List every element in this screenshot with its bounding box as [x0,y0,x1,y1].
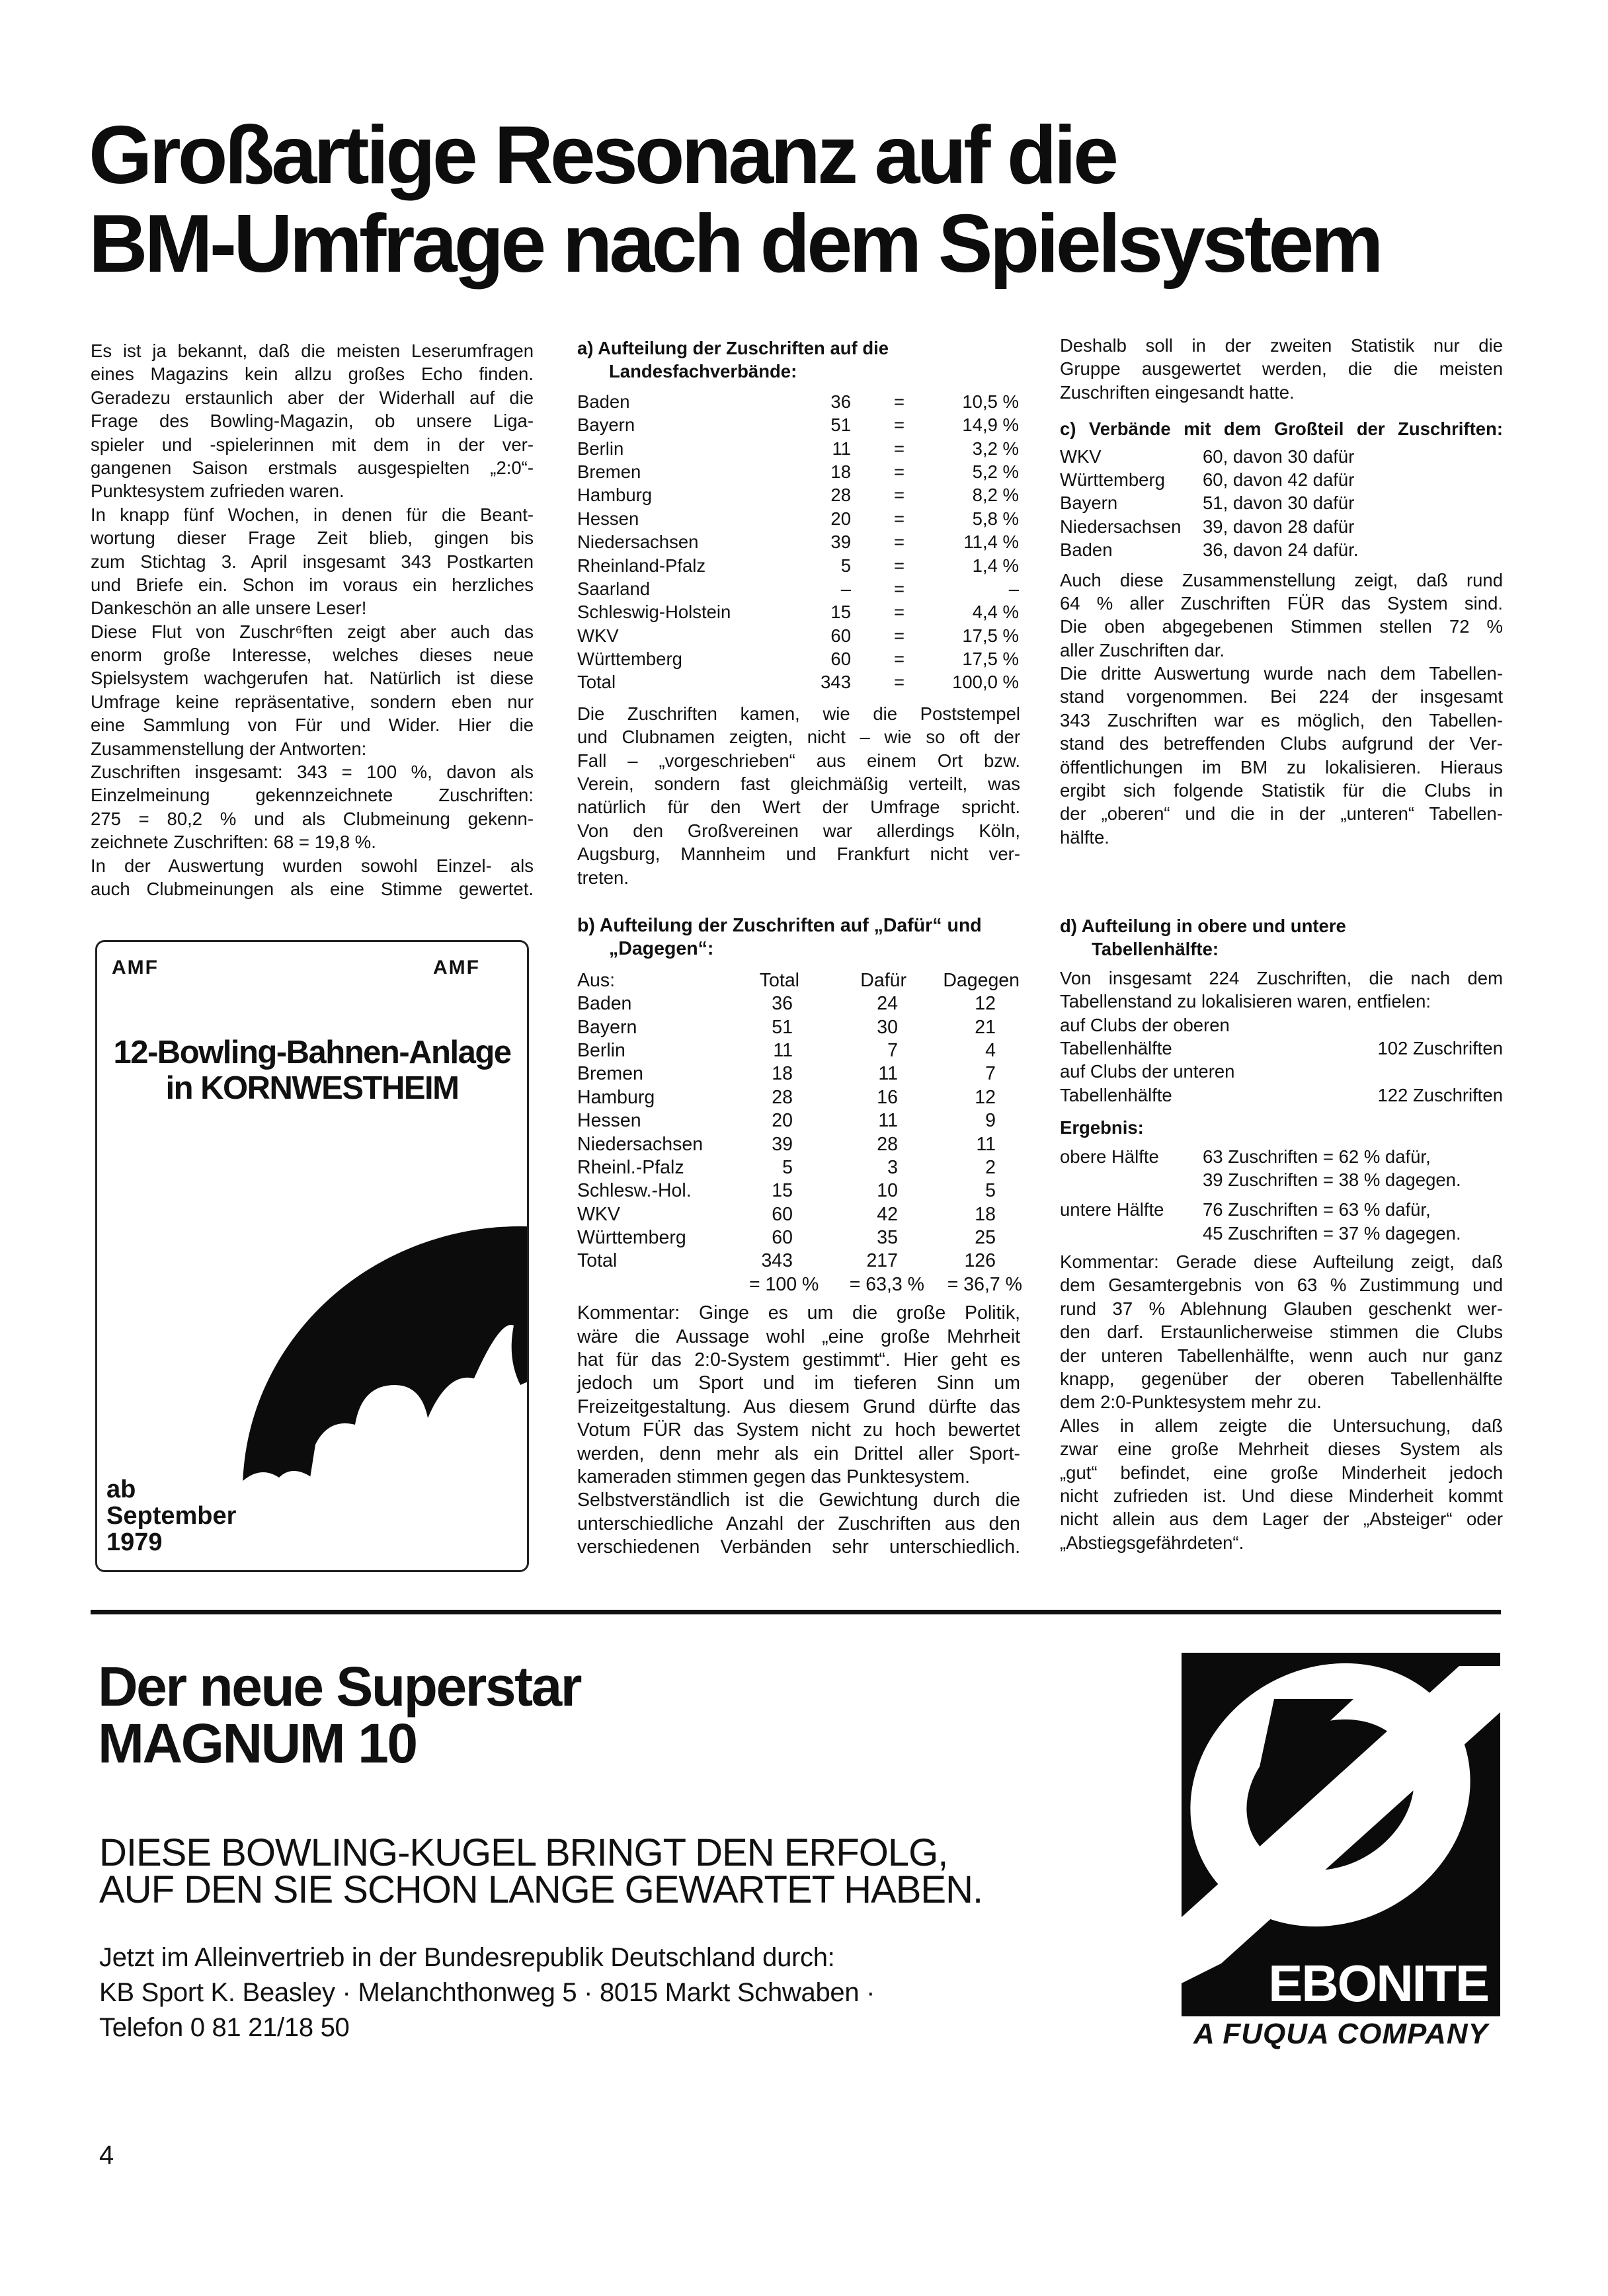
table-row [1060,1013,1503,1037]
title-line: BM-Umfrage nach dem Spielsystem [89,198,1381,290]
table-cell [577,1273,749,1296]
section-d-comment [1060,1250,1503,1554]
text-line: Votum FÜR das System nicht zu hoch bewertet [577,1419,1020,1441]
date-line: 1979 [106,1528,163,1556]
table-cell: = 63,3 % [849,1273,924,1295]
table-cell: = [893,672,905,693]
ad-headline [98,1655,581,1774]
text-line: wortung dieser Frage Zeit blieb, gingen bis [91,528,534,549]
table-cell: 343 [821,672,851,693]
table-cell: 18 [772,1063,793,1085]
table-cell: 39, davon 28 dafür [1203,516,1355,537]
table-cell: 343 [761,1250,793,1272]
amf-headline-line: in KORNWESTHEIM [165,1070,459,1106]
table-cell: = [893,625,905,646]
table-cell: 8,2 % [972,485,1019,506]
text-line: Selbstverständlich ist die Gewichtung durch die [577,1489,1020,1511]
table-cell [1060,1222,1203,1245]
table-cell: 28 [877,1133,898,1155]
col3-intro [1060,334,1503,404]
text-line: Freizeitgestaltung. Aus diesem Grund dürfte das [577,1396,1020,1417]
table-row [1060,491,1503,514]
table-cell: Berlin [577,1039,625,1061]
section-d [1060,914,1503,1554]
text-line: Frage des Bowling-Magazin, ob unsere Liga- [91,411,534,432]
table-cell: 3,2 % [972,438,1019,459]
table-b-header [577,969,1020,992]
text-line: Augsburg, Mannheim und Frankfurt nicht ver- [577,844,1020,865]
column-3-top [1060,334,1503,849]
table-cell: Bremen [577,1063,643,1085]
table-cell: auf Clubs der unteren [1060,1061,1235,1082]
table-cell: untere Hälfte [1060,1199,1164,1220]
table-cell: WKV [1060,446,1102,467]
table-cell: 39 Zuschriften = 38 % dagegen. [1203,1169,1461,1190]
text-line: Auch diese Zusammenstellung zeigt, daß rund [1060,569,1503,590]
amf-advertisement [95,940,529,1572]
section-d-heading: d) Aufteilung in obere und untere [1060,916,1346,936]
text-line: Zuschriften insgesamt: 343 = 100 %, davon als [91,762,534,783]
table-cell: Tabellenhälfte [1060,1084,1172,1105]
halves-table [1060,1013,1503,1107]
text-line: 64 % aller Zuschriften FÜR das System sind. [1060,592,1503,614]
text-line: Es ist ja bekannt, daß die meisten Leserumfragen [91,340,534,361]
table-cell: 1,4 % [972,555,1019,576]
amf-logo: AMF [433,957,480,978]
section-c-text [1060,569,1503,850]
text-line: 275 = 80,2 % und als Clubmeinung gekenn- [91,808,534,829]
text-line: Von den Großvereinen war allerdings Köln, [577,820,1020,841]
ad-contact [99,1940,875,2045]
result-label: Ergebnis: [1060,1117,1144,1138]
table-cell: Total [577,672,616,693]
table-cell: 16 [877,1086,898,1108]
table-cell: 11 [773,1039,793,1061]
table-cell: = [893,391,905,412]
text-line: den darf. Erstaunlicherweise stimmen die Clubs [1060,1322,1503,1343]
table-row [577,554,1020,577]
contact-line: KB Sport K. Beasley · Melanchthonweg 5 · 8015 Markt Schwaben · [99,1978,875,2007]
table-cell: 25 [975,1227,996,1249]
table-cell: WKV [577,625,619,646]
table-cell: 122 Zuschriften [1377,1084,1503,1105]
table-cell: 9 [985,1110,996,1132]
table-cell: 60 [830,649,851,670]
text-line: zeichnete Zuschriften: 68 = 19,8 %. [91,832,376,853]
text-line: dem 2:0-Punktesystem mehr zu. [1060,1392,1322,1413]
table-cell: 217 [866,1250,898,1272]
table-cell: Württemberg [577,649,682,670]
table-row [577,530,1020,553]
table-cell: obere Hälfte [1060,1146,1159,1167]
title-line: Großartige Resonanz auf die [89,110,1116,201]
fuqua-tagline: A FUQUA COMPANY [1193,2018,1489,2050]
text-line: nicht allein aus dem Lager der „Absteiger“ oder [1060,1509,1503,1530]
table-cell: Bremen [577,461,641,482]
table-cell: 17,5 % [962,649,1019,670]
table-cell: 12 [975,993,996,1015]
table-cell: = [893,438,905,459]
text-line: Fall – „vorgeschrieben“ aus einem Ort bzw. [577,750,1020,771]
page-number: 4 [99,2141,114,2170]
table-cell: = 36,7 % [947,1273,1022,1295]
table-cell: = [893,602,905,623]
text-line: „Abstiegsgefährdeten“. [1060,1532,1244,1553]
text-line: Gruppe ausgewertet werden, die die meisten [1060,358,1503,379]
table-cell: 15 [830,602,851,623]
table-b [577,992,1020,1273]
table-cell: = [893,508,905,529]
table-cell: 28 [830,485,851,506]
section-a-heading: Landesfachverbände: [609,361,797,382]
text-line: Die oben abgegebenen Stimmen stellen 72 % [1060,616,1503,637]
text-line: Die dritte Auswertung wurde nach dem Tabellen- [1060,663,1503,684]
table-cell: Hessen [577,1110,641,1132]
table-cell: 60 [830,625,851,646]
table-cell: 42 [877,1203,898,1225]
text-line: eines Magazins kein allzu großes Echo finden. [91,364,534,385]
text-line: gangenen Saison erstmals ausgespielten „2:0“- [91,457,534,478]
divider [91,1610,1501,1614]
table-cell: 60 [772,1203,793,1225]
table-cell: Niedersachsen [1060,516,1182,537]
text-line: hat für das 2:0-System gestimmt“. Hier geht es [577,1349,1020,1371]
article-title [89,111,1381,288]
table-cell: Bayern [1060,493,1118,514]
text-line: Kommentar: Gerade diese Aufteilung zeigt, daß [1060,1251,1503,1273]
table-cell: 17,5 % [962,625,1019,646]
table-cell: 4 [985,1039,996,1061]
text-line: und Clubnamen zeigten, nicht – wie so oft der [577,727,1020,748]
table-b-percent-row [577,1273,1020,1296]
table-cell: 12 [975,1086,996,1108]
table-cell: 5 [782,1156,793,1178]
table-cell: Niedersachsen [577,532,699,553]
table-row [577,1203,1020,1226]
table-cell: 28 [772,1086,793,1108]
table-cell: Total [577,1250,618,1272]
table-row [577,1062,1020,1086]
table-cell: 18 [830,461,851,482]
table-cell: Schleswig-Holstein [577,602,731,623]
table-row [577,437,1020,460]
amf-headline-line: 12-Bowling-Bahnen-Anlage [113,1035,511,1070]
ad-slogan [99,1831,983,1911]
table-row [577,1156,1020,1179]
text-line: rund 37 % Ablehnung Glauben geschenkt wer- [1060,1298,1503,1319]
table-cell: 63 Zuschriften = 62 % dafür, [1203,1146,1431,1167]
table-cell: auf Clubs der oberen [1060,1014,1230,1035]
text-line: aller Zuschriften dar. [1060,639,1225,660]
table-cell: 18 [975,1203,996,1225]
table-row [577,483,1020,506]
column-header: Dagegen [943,969,1020,991]
table-row [577,1039,1020,1062]
table-cell: – [840,578,851,599]
text-line: enorm große Interesse, welches dieses neue [91,645,534,666]
table-cell: 60 [772,1227,793,1249]
table-cell: 51 [772,1016,793,1038]
table-cell: Baden [1060,539,1113,561]
contact-line: Jetzt im Alleinvertrieb in der Bundesrepublik Deutschland durch: [99,1943,835,1972]
text-line: und Briefe ein. Schon im voraus ein herzliches [91,574,534,595]
table-row [577,1086,1020,1109]
table-row [577,600,1020,623]
text-line: In der Auswertung wurden sowohl Einzel- als [91,855,534,876]
table-row [1060,445,1503,468]
table-cell: 30 [877,1016,898,1038]
table-cell: Württemberg [1060,469,1165,490]
table-cell: WKV [577,1203,620,1225]
text-line: stand vorgenommen. Bei 224 der insgesamt [1060,686,1503,707]
table-row [577,460,1020,483]
text-line: Deshalb soll in der zweiten Statistik nur die [1060,335,1503,356]
table-cell: = [893,415,905,436]
slogan-line: AUF DEN SIE SCHON LANGE GEWARTET HABEN. [99,1868,983,1911]
section-b [577,914,1020,1560]
table-cell: Baden [577,391,630,412]
table-cell: 11 [878,1063,898,1085]
text-line: Die Zuschriften kamen, wie die Poststempel [577,703,1020,724]
table-cell: Saarland [577,578,651,599]
ebonite-wordmark: EBONITE [1268,1954,1488,2012]
table-cell: = 100 % [749,1273,819,1295]
text-line: jedoch um Sport und im tieferen Sinn um [577,1372,1020,1394]
text-line: Tabellenstand zu lokalisieren waren, entfielen: [1060,991,1431,1012]
table-cell: 36 [772,993,793,1015]
table-row [1060,1222,1503,1245]
table-row [577,1249,1020,1273]
amf-logo: AMF [112,957,159,978]
table-row [577,413,1020,436]
text-line: stand des betreffenden Clubs aufgrund der Ver- [1060,733,1503,754]
text-line: auch Clubmeinungen als eine Stimme gewertet. [91,878,534,899]
text-line: Von insgesamt 224 Zuschriften, die nach dem [1060,967,1503,988]
table-cell: Hessen [577,508,639,529]
text-line: Alles in allem zeigte die Untersuchung, daß [1060,1415,1503,1436]
table-cell: = [893,555,905,576]
table-row [577,1133,1020,1156]
section-c-heading: c) Verbände mit dem Großteil der Zuschriften: [1060,418,1503,440]
table-cell: Rheinl.-Pfalz [577,1156,684,1178]
table-cell: 39 [830,532,851,553]
table-cell: 45 Zuschriften = 37 % dagegen. [1203,1222,1461,1244]
table-row [577,390,1020,413]
table-cell: Bayern [577,415,635,436]
text-line: werden, denn mehr als ein Drittel aller Sport- [577,1443,1020,1464]
section-a [577,336,1020,889]
table-cell: Schlesw.-Hol. [577,1180,692,1202]
text-line: knapp, gegenüber der oberen Tabellenhälfte [1060,1368,1503,1390]
table-cell: Rheinland-Pfalz [577,555,706,576]
text-line: zum Stichtag 3. April insgesamt 343 Postkarten [91,551,534,572]
section-b-comment [577,1302,1020,1559]
text-line: Dankeschön an alle unsere Leser! [91,598,367,619]
table-row [577,1109,1020,1132]
text-line: verschiedenen Verbänden sehr unterschiedlich. [577,1536,1020,1558]
table-cell: 14,9 % [962,415,1019,436]
table-cell: 100,0 % [952,672,1019,693]
table-cell: Baden [577,993,632,1015]
text-line: „gut“ befindet, eine große Minderheit jedoch [1060,1462,1503,1483]
text-line: wäre die Aussage wohl „eine große Mehrheit [577,1326,1020,1347]
table-row [577,1179,1020,1203]
table-row [577,992,1020,1015]
text-line: dem Gesamtergebnis von 63 % Zustimmung und [1060,1275,1503,1296]
table-row [577,670,1020,693]
text-line: der unteren Tabellenhälfte, wenn auch nur ganz [1060,1345,1503,1366]
ad-headline-line: Der neue Superstar [98,1655,581,1718]
table-a [577,390,1020,694]
table-row [577,624,1020,647]
text-line: Umfrage keine repräsentative, sondern eben nur [91,691,534,712]
table-cell: Tabellenhälfte [1060,1037,1172,1058]
contact-line: Telefon 0 81 21/18 50 [99,2013,350,2042]
table-cell: 102 Zuschriften [1377,1037,1503,1058]
table-cell: 126 [964,1250,996,1272]
table-cell: 60, davon 30 dafür [1203,446,1355,467]
table-cell: 5 [985,1180,996,1202]
ebonite-logo [1182,1653,1500,2016]
table-cell: 60, davon 42 dafür [1203,469,1355,490]
text-line: In knapp fünf Wochen, in denen für die Beant- [91,504,534,525]
table-cell: 51 [830,415,851,436]
table-cell: = [893,532,905,553]
section-b-heading: „Dagegen“: [609,938,714,960]
table-row [577,577,1020,600]
text-line: unterschiedliche Anzahl der Zuschriften aus den [577,1513,1020,1534]
table-cell: Hamburg [577,1086,655,1108]
table-cell: 39 [772,1133,793,1155]
table-cell: 21 [975,1016,996,1038]
amf-opening-date [106,1476,236,1556]
table-cell: 2 [985,1156,996,1178]
table-cell: 5,2 % [972,461,1019,482]
column-header: Dafür [860,969,906,991]
table-row [577,507,1020,530]
text-line: Zusammenstellung der Antworten: [91,738,367,759]
table-cell: Berlin [577,438,624,459]
text-line: Geradezu erstaunlich aber der Widerhall auf die [91,387,534,408]
table-cell: Württemberg [577,1227,686,1249]
table-cell: Bayern [577,1016,637,1038]
slogan-line: DIESE BOWLING-KUGEL BRINGT DEN ERFOLG, [99,1831,948,1874]
text-line: natürlich für den Wert der Umfrage spricht. [577,797,1020,818]
text-line: Punktesystem zufrieden waren. [91,481,344,502]
table-row [1060,1084,1503,1107]
table-cell: 5 [840,555,851,576]
table-cell: = [893,578,905,599]
section-d-intro [1060,967,1503,1013]
text-line: treten. [577,867,629,888]
table-row [1060,1168,1503,1191]
table-cell: 51, davon 30 dafür [1203,493,1355,514]
table-cell: 20 [830,508,851,529]
table-cell: 36 [830,391,851,412]
table-c [1060,445,1503,562]
table-cell: 24 [877,993,898,1015]
table-cell: 36, davon 24 dafür. [1203,539,1359,561]
column-header: Aus: [577,969,616,991]
text-line: hälfte. [1060,826,1109,848]
table-cell: 35 [877,1227,898,1249]
table-cell: 11 [832,438,851,459]
table-row [1060,515,1503,538]
text-line: öffentlichungen im BM zu lokalisieren. Hieraus [1060,756,1503,777]
text-line: nicht zufrieden ist. Und diese Minderheit kommt [1060,1485,1503,1506]
text-line: eine Sammlung von Für und Wider. Hier die [91,715,534,736]
text-line: 343 Zuschriften war es möglich, den Tabellen- [1060,709,1503,731]
table-row [1060,1060,1503,1083]
table-cell: 5,8 % [972,508,1019,529]
table-cell: 10 [877,1180,898,1202]
table-cell: 76 Zuschriften = 63 % dafür, [1203,1199,1431,1220]
table-cell: Niedersachsen [577,1133,704,1155]
text-line: ergibt sich folgende Statistik für die Clubs in [1060,780,1503,801]
table-row [577,1016,1020,1039]
text-line: Zuschriften eingesandt hatte. [1060,381,1295,403]
results-lower [1060,1198,1503,1245]
table-row [577,647,1020,670]
table-cell [1060,1168,1203,1191]
text-line: Verein, sondern fast gleichmäßig verteilt, was [577,773,1020,795]
table-row [1060,538,1503,561]
text-line: der „oberen“ und die in der „unteren“ Tabellen- [1060,803,1503,824]
date-line: ab [106,1476,136,1503]
table-cell: 7 [887,1039,898,1061]
text-line: kameraden stimmen gegen das Punktesystem. [577,1466,971,1487]
table-cell: 11 [878,1110,898,1132]
table-cell: 3 [887,1156,898,1178]
table-cell: 10,5 % [962,391,1019,412]
table-cell: = [893,461,905,482]
ad-headline-line: MAGNUM 10 [98,1712,417,1774]
section-d-heading: Tabellenhälfte: [1092,939,1219,960]
table-cell: = [893,649,905,670]
text-line: zwar eine große Mehrheit dieses System als [1060,1439,1503,1460]
table-cell: 20 [772,1110,793,1132]
text-line: Diese Flut von Zuschr⁶ften zeigt aber auch das [91,621,534,642]
table-cell: Hamburg [577,485,653,506]
text-line: spieler und -spielerinnen mit dem in der ver- [91,434,534,455]
table-row [577,1226,1020,1249]
table-cell: 11,4 % [963,532,1019,553]
table-row [1060,1037,1503,1060]
table-cell: – [1008,578,1019,599]
date-line: September [106,1502,237,1530]
table-cell: 11 [976,1133,996,1155]
table-cell: 7 [985,1063,996,1085]
text-line: Spielsystem wachgerufen hat. Natürlich ist diese [91,668,534,689]
table-cell: 4,4 % [972,602,1019,623]
text-line: Kommentar: Ginge es um die große Politik, [577,1302,1020,1324]
intro-text [91,339,534,900]
table-row [1060,1145,1503,1168]
section-b-heading: b) Aufteilung der Zuschriften auf „Dafür“ und [577,915,982,936]
section-a-heading: a) Aufteilung der Zuschriften auf die [577,338,889,358]
column-header: Total [759,969,799,991]
results-upper [1060,1145,1503,1192]
table-row [1060,1198,1503,1221]
table-cell: = [893,485,905,506]
table-cell: 15 [772,1180,793,1202]
table-row [1060,468,1503,491]
text-line: Einzelmeinung gekennzeichnete Zuschriften: [91,785,534,806]
section-a-text [577,702,1020,889]
